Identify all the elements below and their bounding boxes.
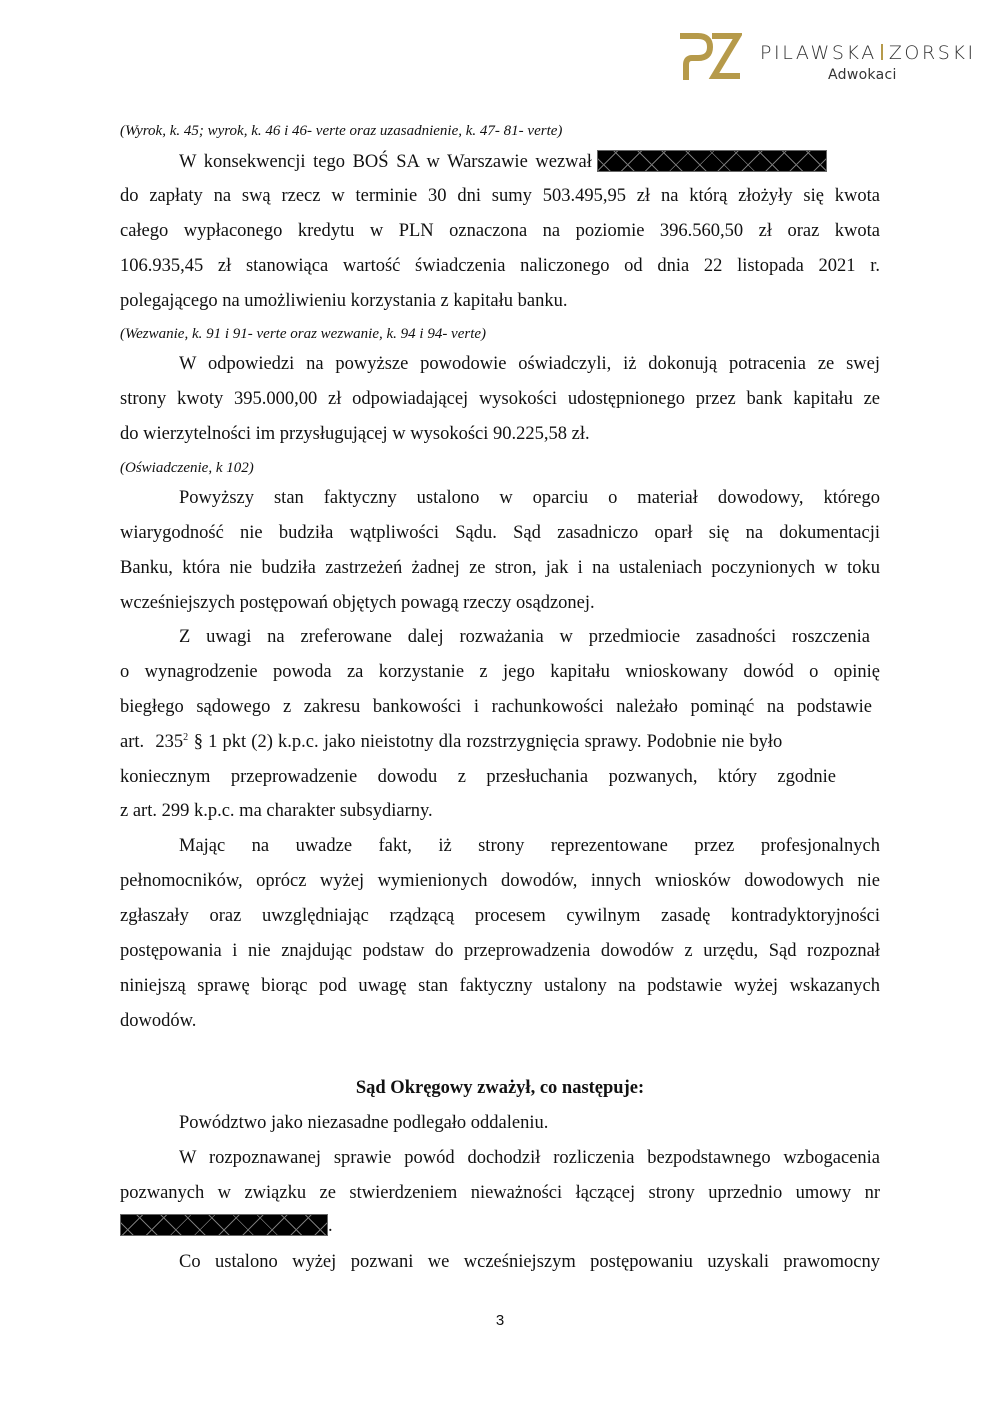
paragraph-line: pozwanych w związku ze stwierdzeniem nieważności łączącej strony uprzednio umowy nr — [120, 1183, 880, 1203]
pz-monogram-icon — [676, 30, 742, 82]
paragraph-line: całego wypłaconego kredytu w PLN oznaczona na poziomie 396.560,50 zł oraz kwota — [120, 221, 880, 241]
paragraph-line: z art. 299 k.p.c. ma charakter subsydiarny. — [120, 801, 433, 821]
firm-subtitle: Adwokaci — [828, 67, 897, 83]
paragraph-line: Co ustalono wyżej pozwani we wcześniejszym postępowaniu uzyskali prawomocny — [179, 1252, 880, 1272]
paragraph-line: pełnomocników, oprócz wyżej wymienionych dowodów, innych wniosków dowodowych nie — [120, 871, 880, 891]
paragraph-line: W rozpoznawanej sprawie powód dochodził rozliczenia bezpodstawnego wzbogacenia — [179, 1148, 880, 1168]
firm-logo — [676, 30, 976, 86]
citation: (Wyrok, k. 45; wyrok, k. 46 i 46- verte oraz uzasadnienie, k. 47- 81- verte) — [120, 123, 563, 139]
redacted-block — [120, 1214, 328, 1236]
firm-name: PILAWSKA ZORSKI — [760, 42, 976, 64]
paragraph-line: niniejszą sprawę biorąc pod uwagę stan faktyczny ustalony na podstawie wyżej wskazanych — [120, 976, 880, 996]
paragraph-line: art. $235^2$ § 1 pkt (2) k.p.c. jako nieistotny dla rozstrzygnięcia sprawy. Podobnie nie było — [120, 732, 783, 752]
paragraph-line: Banku, która nie budziła zastrzeżeń żadnej ze stron, jak i na ustaleniach poczynionych w toku — [120, 558, 880, 578]
paragraph-line: . — [120, 1214, 880, 1237]
paragraph-line: do zapłaty na swą rzecz w terminie 30 dni sumy 503.495,95 zł na którą złożyły się kwota — [120, 186, 880, 206]
paragraph-line: strony kwoty 395.000,00 zł odpowiadającej wysokości udostępnionego przez bank kapitału ze — [120, 389, 880, 409]
redacted-block — [597, 150, 827, 172]
paragraph-line: W odpowiedzi na powyższe powodowie oświadczyli, iż dokonują potracenia ze swej — [179, 354, 880, 374]
paragraph-line: Mając na uwadze fakt, iż strony reprezentowane przez profesjonalnych — [179, 836, 880, 856]
paragraph-line: koniecznym przeprowadzenie dowodu z przesłuchania pozwanych, który zgodnie — [120, 767, 836, 787]
paragraph-line: zgłaszały oraz uwzględniając rządzącą procesem cywilnym zasadę kontradyktoryjności — [120, 906, 880, 926]
paragraph-line: wiarygodność nie budziła wątpliwości Sądu. Sąd zasadniczo oparł się na dokumentacji — [120, 523, 880, 543]
citation: (Oświadczenie, k 102) — [120, 460, 254, 476]
paragraph-line: Powyższy stan faktyczny ustalono w oparciu o materiał dowodowy, którego — [179, 488, 880, 508]
paragraph-line: wcześniejszych postępowań objętych powagą rzeczy osądzonej. — [120, 593, 595, 613]
section-heading: Sąd Okręgowy zważył, co następuje: — [355, 1078, 645, 1098]
logo-separator — [881, 44, 883, 60]
paragraph-line: polegającego na umożliwieniu korzystania z kapitału banku. — [120, 291, 568, 311]
citation: (Wezwanie, k. 91 i 91- verte oraz wezwanie, k. 94 i 94- verte) — [120, 326, 487, 342]
paragraph-line: Powództwo jako niezasadne podlegało oddaleniu. — [179, 1113, 549, 1133]
paragraph-line: o wynagrodzenie powoda za korzystanie z jego kapitału wnioskowany dowód o opinię — [120, 662, 880, 682]
paragraph-line: biegłego sądowego z zakresu bankowości i rachunkowości należało pominąć na podstawie — [120, 697, 872, 717]
paragraph-line: postępowania i nie znajdując podstaw do przeprowadzenia dowodów z urzędu, Sąd rozpoznał — [120, 941, 880, 961]
paragraph-line: W konsekwencji tego BOŚ SA w Warszawie wezwał — [120, 150, 880, 173]
paragraph-line: do wierzytelności im przysługującej w wysokości 90.225,58 zł. — [120, 424, 590, 444]
page-number: 3 — [495, 1312, 505, 1329]
paragraph-line: Z uwagi na zreferowane dalej rozważania w przedmiocie zasadności roszczenia — [179, 627, 870, 647]
paragraph-line: 106.935,45 zł stanowiąca wartość świadczenia naliczonego od dnia 22 listopada 2021 r. — [120, 256, 880, 276]
paragraph-line: dowodów. — [120, 1011, 197, 1031]
